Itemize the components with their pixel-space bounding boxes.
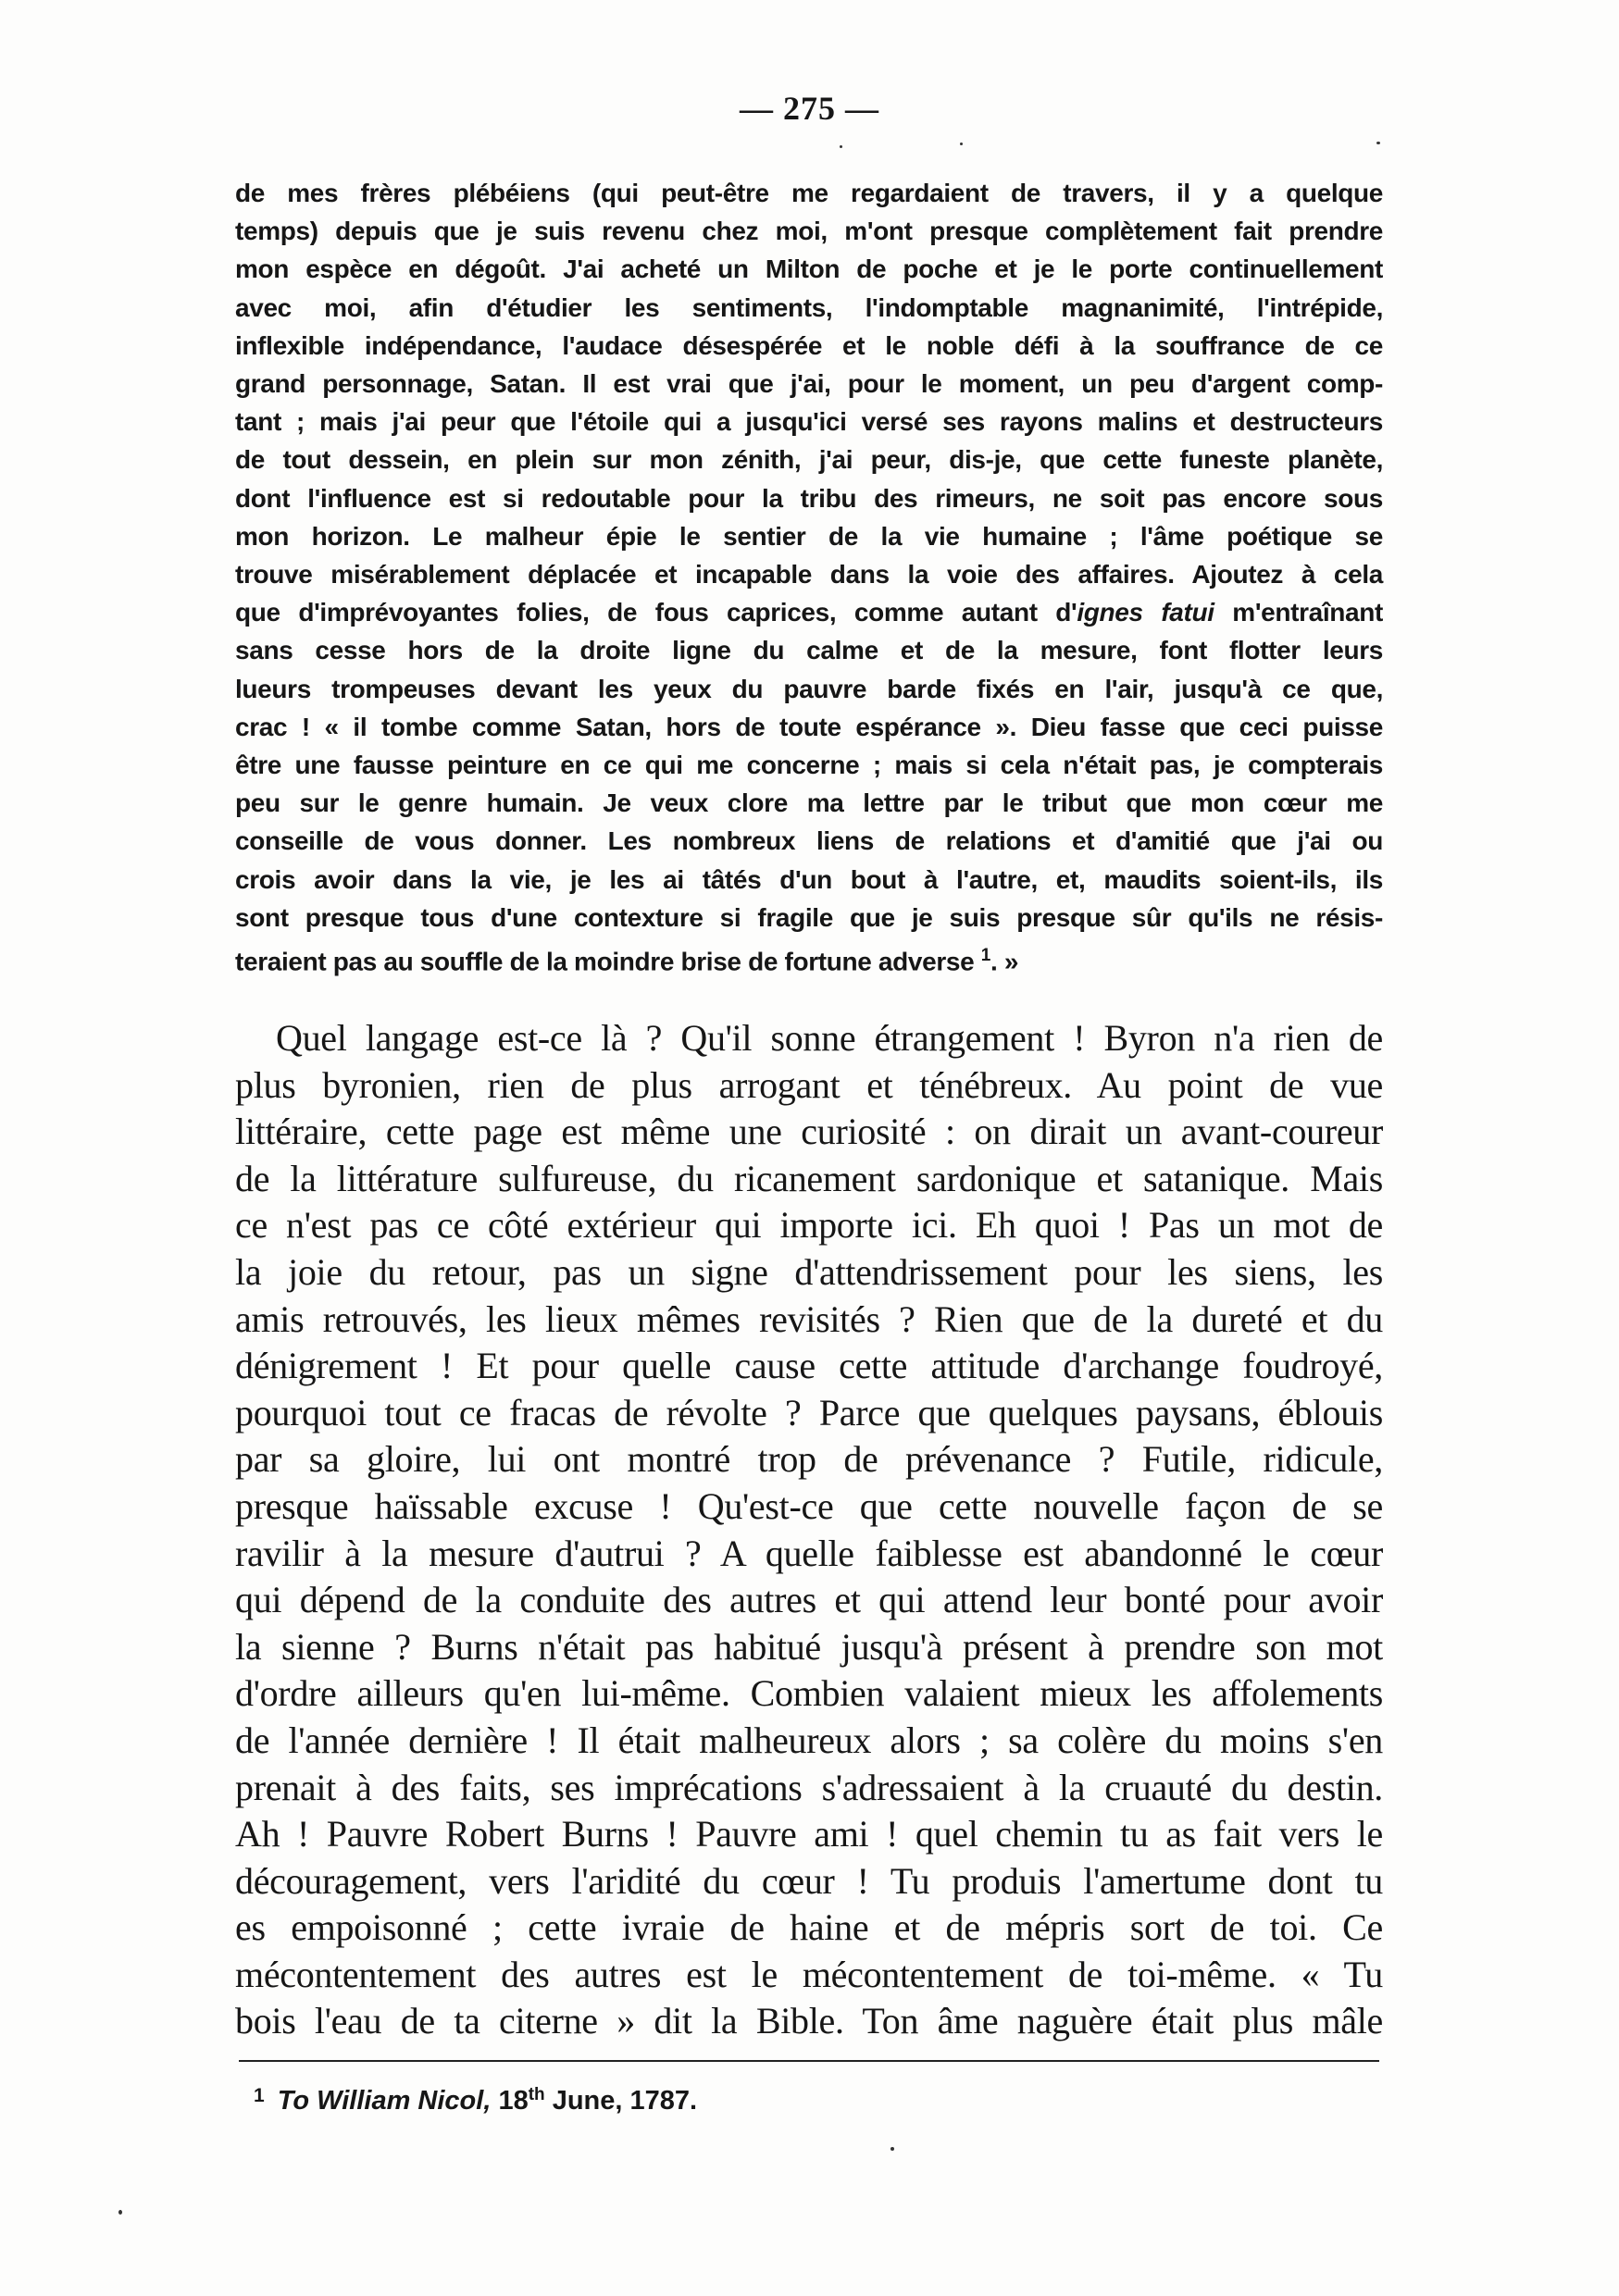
quote-line: grand personnage, Satan. Il est vrai que j'ai, pour le moment, un peu d'argent comp- — [235, 369, 1383, 399]
quote-line: conseille de vous donner. Les nombreux liens de relations et d'amitié que j'ai ou — [235, 826, 1383, 856]
quote-line: temps) depuis que je suis revenu chez moi, m'ont presque complètement fait prendre — [235, 217, 1383, 246]
body-line: qui dépend de la conduite des autres et qui attend leur bonté pour avoir — [235, 1579, 1383, 1621]
quote-line: de mes frères plébéiens (qui peut-être me regardaient de travers, il y a quelque — [235, 179, 1383, 207]
body-line: la joie du retour, pas un signe d'attendrissement pour les siens, les — [235, 1250, 1383, 1293]
body-line: par sa gloire, lui ont montré trop de prévenance ? Futile, ridicule, — [235, 1438, 1383, 1481]
footnote-number: 1 — [254, 2085, 265, 2106]
body-line: ravilir à la mesure d'autrui ? A quelle faiblesse est abandonné le cœur — [235, 1532, 1383, 1574]
body-line: d'ordre ailleurs qu'en lui-même. Combien valaient mieux les affolements — [235, 1672, 1383, 1715]
body-line: es empoisonné ; cette ivraie de haine et de mépris sort de toi. Ce — [235, 1906, 1383, 1949]
quote-line: peu sur le genre humain. Je veux clore ma lettre par le tribut que mon cœur me — [235, 788, 1383, 818]
footnote-day: 18 — [498, 2086, 529, 2116]
body-line: littéraire, cette page est même une curiosité : on dirait un avant-coureur — [235, 1111, 1383, 1153]
main-paragraph — [235, 1015, 1383, 2045]
body-line: de l'année dernière ! Il était malheureux alors ; sa colère du moins s'en — [235, 1719, 1383, 1761]
footnote-recipient: To William Nicol, — [277, 2086, 492, 2116]
footnote-reference[interactable]: 1 — [980, 946, 990, 966]
quote-line: être une fausse peinture en ce qui me concerne ; mais si cela n'était pas, je compterais — [235, 751, 1383, 780]
italic-phrase: ignes fatui — [1077, 598, 1214, 627]
scan-speck — [840, 145, 842, 148]
quote-line-with-italic — [235, 593, 1383, 631]
body-line: de la littérature sulfureuse, du ricanement sardonique et satanique. Mais — [235, 1157, 1383, 1199]
quoted-letter — [235, 174, 1383, 981]
body-line: dénigrement ! Et pour quelle cause cette attitude d'archange foudroyé, — [235, 1345, 1383, 1387]
footnote-date: June, 1787. — [552, 2086, 698, 2116]
quote-line: de tout dessein, en plein sur mon zénith, j'ai peur, dis-je, que cette funeste planète, — [235, 445, 1383, 475]
quote-line: crois avoir dans la vie, je les ai tâtés d'un bout à l'autre, et, maudits soient-ils, ils — [235, 864, 1383, 894]
quote-line: inflexible indépendance, l'audace désespérée et le noble défi à la souffrance de ce — [235, 330, 1383, 360]
quote-line-start: que d'imprévoyantes folies, de fous caprices, comme autant d' — [235, 598, 1077, 627]
quote-line: mon horizon. Le malheur épie le sentier de la vie humaine ; l'âme poétique se — [235, 521, 1383, 551]
quote-line: tant ; mais j'ai peur que l'étoile qui a jusqu'ici versé ses rayons malins et destructeurs — [235, 407, 1383, 437]
body-line: découragement, vers l'aridité du cœur ! Tu produis l'amertume dont tu — [235, 1859, 1383, 1902]
quote-line-text: teraient pas au souffle de la moindre brise de fortune adverse — [235, 947, 975, 976]
footnote-divider — [239, 2060, 1379, 2062]
quote-line: lueurs trompeuses devant les yeux du pauvre barde fixés en l'air, jusqu'à ce que, — [235, 674, 1383, 703]
body-line: plus byronien, rien de plus arrogant et ténébreux. Au point de vue — [235, 1063, 1383, 1106]
quote-close: . » — [990, 947, 1019, 976]
scan-speck — [118, 2210, 122, 2215]
body-line: amis retrouvés, les lieux mêmes revisités ? Rien que de la dureté et du — [235, 1297, 1383, 1340]
scan-speck — [960, 143, 963, 145]
quote-line: mon espèce en dégoût. J'ai acheté un Milton de poche et je le porte continuellement — [235, 254, 1383, 284]
body-line: mécontentement des autres est le mécontentement de toi-même. « Tu — [235, 1953, 1383, 1995]
quote-line: crac ! « il tombe comme Satan, hors de toute espérance ». Dieu fasse que ceci puisse — [235, 712, 1383, 741]
quote-line: dont l'influence est si redoutable pour la tribu des rimeurs, ne soit pas encore sous — [235, 483, 1383, 513]
quote-line: avec moi, afin d'étudier les sentiments, l'indomptable magnanimité, l'intrépide, — [235, 292, 1383, 322]
body-line: ce n'est pas ce côté extérieur qui importe ici. Eh quoi ! Pas un mot de — [235, 1204, 1383, 1247]
footnote-day-suffix: th — [528, 2085, 545, 2104]
body-line: la sienne ? Burns n'était pas habitué jusqu'à présent à prendre son mot — [235, 1625, 1383, 1668]
body-line: Quel langage est-ce là ? Qu'il sonne étrangement ! Byron n'a rien de — [276, 1017, 1383, 1059]
quote-last-line — [235, 937, 1383, 981]
body-line: bois l'eau de ta citerne » dit la Bible. Ton âme naguère était plus mâle — [235, 2000, 1383, 2042]
quote-line: trouve misérablement déplacée et incapable dans la voie des affaires. Ajoutez à cela — [235, 560, 1383, 590]
scan-speck — [890, 2147, 894, 2151]
body-line: Ah ! Pauvre Robert Burns ! Pauvre ami ! quel chemin tu as fait vers le — [235, 1813, 1383, 1855]
body-line: presque haïssable excuse ! Qu'est-ce que cette nouvelle façon de se — [235, 1484, 1383, 1527]
body-line: prenait à des faits, ses imprécations s'adressaient à la cruauté du destin. — [235, 1766, 1383, 1808]
body-line: pourquoi tout ce fracas de révolte ? Parce que quelques paysans, éblouis — [235, 1391, 1383, 1433]
scan-speck — [1376, 142, 1380, 144]
footnote — [254, 2085, 697, 2116]
quote-line: sont presque tous d'une contexture si fragile que je suis presque sûr qu'ils ne résis- — [235, 902, 1383, 932]
quote-line: sans cesse hors de la droite ligne du calme et de la mesure, font flotter leurs — [235, 636, 1383, 665]
quote-line-end: m'entraînant — [1214, 598, 1383, 627]
page-number: — 275 — — [740, 90, 879, 127]
